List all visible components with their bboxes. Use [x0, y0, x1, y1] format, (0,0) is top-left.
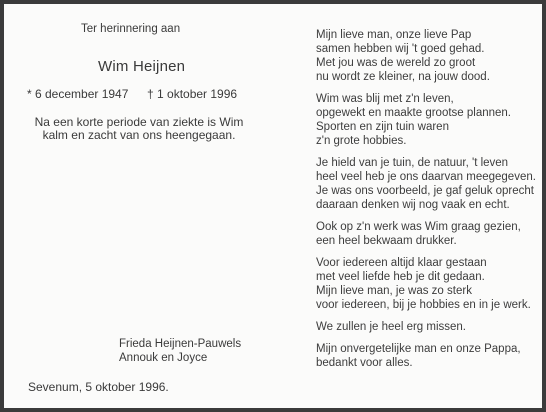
poem-line: samen hebben wij 't goed gehad.	[316, 43, 485, 55]
poem-line: Met jou was de wereld zo groot	[316, 57, 476, 69]
poem-line: voor iedereen, bij je hobbies en in je werk.	[316, 299, 531, 311]
poem-line: met veel liefde heb je dit gedaan.	[316, 271, 485, 283]
poem-stanza	[316, 342, 538, 370]
intro-text: Ter herinnering aan	[81, 23, 181, 35]
poem-line: We zullen je heel erg missen.	[316, 321, 466, 333]
right-panel	[316, 4, 538, 408]
place-and-date: Sevenum, 5 oktober 1996.	[28, 380, 169, 394]
poem-line: een heel bekwaam drukker.	[316, 235, 457, 247]
poem-line: Je hield van je tuin, de natuur, 't leven	[316, 157, 509, 169]
poem-stanza	[316, 320, 538, 334]
poem-stanza	[316, 220, 538, 248]
birth-date: * 6 december 1947	[27, 87, 129, 101]
death-date: † 1 oktober 1996	[147, 87, 238, 101]
poem-stanza	[316, 28, 538, 84]
poem-line: z'n grote hobbies.	[316, 135, 407, 147]
family-line: Frieda Heijnen-Pauwels	[119, 338, 242, 350]
memorial-poem	[316, 28, 538, 378]
deceased-name: Wim Heijnen	[98, 58, 186, 75]
notice-line: kalm en zacht van ons heengegaan.	[42, 128, 236, 142]
poem-line: heel veel heb je ons daarvan meegegeven.	[316, 171, 536, 183]
poem-line: Ook op z'n werk was Wim graag gezien,	[316, 221, 521, 233]
poem-stanza	[316, 92, 538, 148]
poem-stanza	[316, 256, 538, 312]
poem-line: Mijn lieve man, je was zo sterk	[316, 285, 472, 297]
poem-line: bedankt voor alles.	[316, 357, 413, 369]
poem-line: nu wordt ze kleiner, na jouw dood.	[316, 71, 490, 83]
poem-stanza	[316, 156, 538, 212]
poem-line: Voor iedereen altijd klaar gestaan	[316, 257, 487, 269]
poem-line: Je was ons voorbeeld, je gaf geluk oprecht	[316, 185, 534, 197]
poem-line: Wim was blij met z'n leven,	[316, 93, 454, 105]
family-signatures	[119, 337, 241, 365]
notice-line: Na een korte periode van ziekte is Wim	[34, 115, 244, 129]
family-line: Annouk en Joyce	[119, 352, 208, 364]
death-notice	[34, 116, 244, 142]
poem-line: opgewekt en maakte grootse plannen.	[316, 107, 511, 119]
left-panel	[4, 4, 274, 408]
poem-line: Sporten en zijn tuin waren	[316, 121, 449, 133]
poem-line: daaraan denken wij nog vaak en echt.	[316, 199, 510, 211]
poem-line: Mijn lieve man, onze lieve Pap	[316, 29, 472, 41]
poem-line: Mijn onvergetelijke man en onze Pappa,	[316, 343, 521, 355]
